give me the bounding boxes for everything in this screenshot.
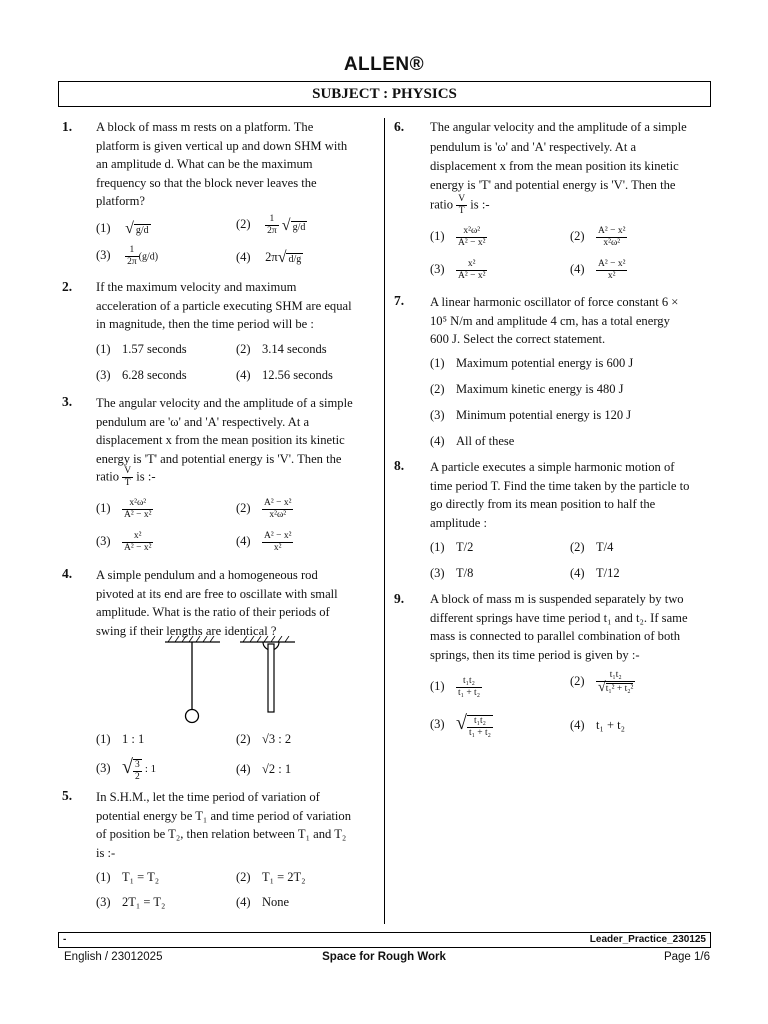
numerator: 1	[265, 214, 279, 226]
fraction	[262, 498, 293, 521]
denominator: t₁ + t₂	[468, 727, 491, 738]
fraction	[262, 531, 293, 554]
denominator: A² − x²	[458, 271, 486, 281]
q2-line: in magnitude, then the time period will be :	[96, 317, 314, 332]
q1-line: an amplitude d. What can be the maximum	[96, 157, 313, 172]
q7-line: A linear harmonic oscillator of force constant 6 ×	[430, 295, 679, 309]
sqrt: √ d/g	[277, 249, 302, 266]
numerator: 3	[134, 759, 140, 770]
q9-number: 9.	[394, 591, 405, 606]
q3-line: pendulum are 'ω' and 'A' respectively. At a	[96, 414, 310, 429]
denominator: 2	[134, 771, 140, 782]
option-number: (3)	[430, 566, 445, 580]
ratio-suffix: is :-	[470, 197, 490, 212]
option-number: (3)	[430, 262, 445, 277]
q4-number: 4.	[62, 566, 73, 581]
q3-line: energy is 'T' and potential energy is 'V'. Then the	[96, 451, 342, 466]
q6-option-1[interactable]	[430, 226, 487, 249]
q7-option-1[interactable]	[430, 356, 633, 371]
numerator: A² − x²	[598, 259, 626, 269]
fraction	[456, 676, 482, 699]
column-divider	[384, 118, 385, 924]
q6-option-4[interactable]	[570, 259, 627, 282]
option-number: (2)	[570, 674, 585, 689]
option-number: (2)	[236, 732, 251, 746]
q3-number: 3.	[62, 394, 73, 409]
q6-option-3[interactable]	[430, 259, 487, 282]
q4-option-3[interactable]	[96, 756, 156, 783]
option-number: (1)	[430, 356, 445, 370]
option-number: (2)	[236, 501, 251, 516]
radicand: g/d	[135, 225, 149, 236]
subject-title: SUBJECT : PHYSICS	[58, 81, 711, 107]
option-text: T/2	[456, 540, 474, 554]
option-text: T/8	[456, 566, 474, 580]
ratio-suffix: is :-	[136, 469, 156, 484]
option-number: (1)	[430, 229, 445, 244]
q4-option-2[interactable]	[236, 732, 291, 747]
option-number: (4)	[430, 434, 445, 448]
fraction	[122, 531, 153, 554]
q5-option-3[interactable]	[96, 895, 165, 910]
fraction	[596, 226, 627, 249]
option-number: (4)	[236, 534, 251, 549]
option-number: (3)	[430, 717, 445, 732]
denominator: T	[124, 478, 131, 488]
footer-rough-work: Space for Rough Work	[322, 951, 446, 963]
q4-option-4[interactable]	[236, 762, 291, 777]
fraction	[125, 245, 139, 268]
option-number: (3)	[96, 895, 111, 909]
option-text: 1.57 seconds	[122, 342, 187, 356]
brand-logo: ALLEN®	[343, 54, 425, 75]
option-number: (2)	[570, 229, 585, 244]
option-number: (2)	[236, 217, 251, 232]
fraction	[265, 214, 279, 237]
expression: (g/d)	[138, 251, 159, 263]
q6-option-2[interactable]	[570, 226, 627, 249]
radicand: t₁² + t₂²	[605, 684, 634, 694]
denominator: A² − x²	[458, 238, 486, 248]
q1-option-3[interactable]	[96, 245, 158, 268]
option-number: (3)	[96, 534, 111, 549]
q9-line: mass is connected to parallel combination of both	[430, 629, 681, 644]
denominator: 2π	[127, 257, 137, 267]
ratio-label: ratio	[430, 197, 454, 212]
option-number: (1)	[96, 732, 111, 746]
option-text: Maximum kinetic energy is 480 J	[456, 382, 624, 396]
fraction	[122, 498, 153, 521]
footer-code-bar	[58, 932, 711, 948]
q5-option-2[interactable]	[236, 870, 306, 885]
option-number: (1)	[430, 540, 445, 554]
fraction	[456, 226, 487, 249]
numerator: A² − x²	[598, 226, 626, 236]
q5-option-1[interactable]	[96, 870, 159, 885]
denominator: t₁ + t₂	[458, 688, 481, 698]
option-text: Minimum potential energy is 120 J	[456, 408, 632, 422]
q4-line: amplitude. What is the ratio of their periods of	[96, 605, 330, 620]
denominator: x²	[273, 543, 282, 553]
numerator: t₁t₂	[456, 676, 482, 688]
q7-number: 7.	[394, 293, 405, 308]
q1-number: 1.	[62, 119, 73, 134]
option-text: T₁ = T₂	[122, 870, 160, 884]
option-number: (2)	[236, 342, 251, 356]
q5-line: is :-	[96, 845, 116, 860]
sqrt: √ g/d	[125, 220, 149, 237]
footer-page-number: Page 1/6	[663, 951, 710, 963]
denominator: x²ω²	[269, 510, 287, 520]
footer-code: Leader_Practice_230125	[589, 934, 706, 945]
option-number: (2)	[570, 540, 585, 554]
q9-option-4[interactable]	[570, 718, 625, 733]
ratio-label: ratio	[96, 469, 120, 484]
option-text: 6.28 seconds	[122, 368, 187, 382]
numerator: A² − x²	[264, 531, 292, 541]
option-number: (1)	[96, 870, 111, 884]
option-text: All of these	[456, 434, 515, 448]
option-number: (4)	[570, 718, 585, 732]
q7-line: 600 J. Select the correct statement.	[430, 332, 606, 347]
fraction	[467, 715, 493, 739]
option-number: (4)	[236, 249, 251, 264]
q2-line: acceleration of a particle executing SHM are equal	[96, 298, 352, 313]
q4-line: pivoted at its end are free to oscillate with small	[96, 586, 338, 601]
denominator: A² − x²	[124, 510, 152, 520]
denominator: x²	[607, 271, 616, 281]
q8-option-2[interactable]	[570, 540, 613, 555]
denominator: √t₁² + t₂²	[598, 680, 634, 695]
q3-option-3[interactable]	[96, 531, 153, 554]
q3-line: displacement x from the mean position its kinetic	[96, 433, 345, 448]
q7-option-4[interactable]	[430, 434, 514, 449]
q2-option-2[interactable]	[236, 342, 327, 357]
q6-ratio	[430, 194, 490, 217]
pendulum-rod-diagram	[160, 636, 300, 726]
numerator: x²ω²	[456, 226, 487, 238]
denominator: x²ω²	[603, 238, 621, 248]
q1-option-1[interactable]	[96, 220, 151, 238]
option-number: (2)	[236, 870, 251, 884]
q5-line: In S.H.M., let the time period of variation of	[96, 790, 320, 804]
option-text: T/4	[596, 540, 614, 554]
sqrt: √ g/d	[281, 216, 306, 234]
numerator: 1	[125, 245, 139, 257]
footer-dash: -	[63, 934, 67, 945]
option-number: (3)	[96, 761, 111, 776]
numerator: t₁t₂	[467, 716, 493, 728]
q9-option-2[interactable]	[570, 670, 635, 695]
q6-line: energy is 'T' and potential energy is 'V'. Then the	[430, 178, 676, 192]
q2-number: 2.	[62, 279, 73, 294]
q8-line: time period T. Find the time taken by the particle to	[430, 478, 690, 493]
q3-option-1[interactable]	[96, 498, 153, 521]
numerator: x²	[456, 259, 487, 271]
q5-option-4[interactable]	[236, 895, 289, 910]
q8-line: A particle executes a simple harmonic motion of	[430, 460, 675, 474]
q3-ratio	[96, 466, 156, 489]
option-number: (1)	[96, 220, 111, 235]
numerator: x²	[122, 531, 153, 543]
option-number: (1)	[96, 501, 111, 516]
two-pi: 2π	[265, 249, 278, 264]
footer-language-date: English / 23012025	[64, 951, 163, 963]
q8-line: go directly from its mean position to half the	[430, 497, 656, 512]
q4-option-1[interactable]	[96, 732, 144, 747]
option-text: 2T₁ = T₂	[122, 895, 166, 909]
q7-option-3[interactable]	[430, 408, 631, 423]
option-number: (2)	[430, 382, 445, 396]
q6-line: displacement x from the mean position its kinetic	[430, 159, 679, 173]
numerator: x²ω²	[122, 498, 153, 510]
option-number: (1)	[430, 679, 445, 694]
option-number: (3)	[96, 248, 111, 263]
option-text: 3.14 seconds	[262, 342, 327, 356]
numerator: t₁t₂	[596, 670, 635, 682]
q8-option-3[interactable]	[430, 566, 473, 581]
q9-option-1[interactable]	[430, 676, 482, 699]
option-number: (1)	[96, 342, 111, 356]
q1-option-2[interactable]	[236, 214, 307, 237]
option-text: t₁ + t₂	[596, 718, 625, 732]
option-number: (4)	[236, 762, 251, 776]
fraction	[122, 466, 133, 489]
q7-line: 10⁵ N/m and amplitude 4 cm, has a total energy	[430, 313, 670, 328]
q9-option-3[interactable]	[430, 712, 493, 739]
fraction	[133, 759, 142, 783]
denominator: 2π	[267, 226, 277, 236]
q1-line: frequency so that the block never leaves the	[96, 175, 317, 190]
q1-line: A block of mass m rests on a platform. The	[96, 120, 314, 134]
option-text: : 1	[144, 763, 157, 776]
q1-option-4[interactable]	[236, 249, 303, 267]
option-number: (4)	[236, 895, 251, 909]
option-text: Maximum potential energy is 600 J	[456, 356, 634, 370]
radicand: d/g	[288, 254, 302, 265]
option-text: T/12	[596, 566, 620, 580]
numerator: V	[458, 194, 466, 204]
option-text: 12.56 seconds	[262, 368, 333, 382]
q4-line: swing if their lengths are identical ?	[96, 623, 277, 638]
q2-option-3[interactable]	[96, 368, 187, 383]
option-text: T₁ = 2T₂	[262, 870, 306, 884]
q6-line: pendulum is 'ω' and 'A' respectively. At a	[430, 140, 637, 154]
denominator: T	[458, 206, 465, 216]
option-number: (4)	[570, 566, 585, 580]
option-text: √3 : 2	[262, 732, 292, 746]
q5-line: of position be T₂, then relation between T₁ and T₂	[96, 827, 347, 842]
q1-line: platform is given vertical up and down SHM with	[96, 138, 348, 153]
numerator: V	[124, 466, 132, 476]
denominator: A² − x²	[124, 543, 152, 553]
option-text: 1 : 1	[122, 732, 145, 746]
q6-number: 6.	[394, 119, 405, 134]
q6-line: The angular velocity and the amplitude of a simple	[430, 120, 687, 134]
option-text: √2 : 1	[262, 762, 292, 776]
fraction	[596, 259, 627, 282]
option-number: (3)	[430, 408, 445, 422]
q2-option-4[interactable]	[236, 368, 333, 383]
radicand: g/d	[292, 221, 306, 233]
sqrt: √ $\frac{\text{t₁t₂}}{\text{t₁ + t₂}}$	[456, 712, 491, 738]
q4-line: A simple pendulum and a homogeneous rod	[96, 568, 318, 582]
q3-option-4[interactable]	[236, 531, 293, 554]
q5-number: 5.	[62, 788, 73, 803]
q1-line: platform?	[96, 194, 145, 209]
q9-line: different springs have time period t₁ and t₂. If same	[430, 610, 688, 625]
q7-option-2[interactable]	[430, 382, 623, 397]
option-number: (4)	[570, 262, 585, 277]
sqrt: √ $\frac{3}{2}$	[122, 756, 140, 782]
fraction	[456, 259, 487, 282]
q8-option-4[interactable]	[570, 566, 620, 581]
q2-option-1[interactable]	[96, 342, 187, 357]
q2-line: If the maximum velocity and maximum	[96, 280, 297, 294]
option-number: (4)	[236, 368, 251, 382]
option-text: None	[262, 895, 290, 909]
q3-line: The angular velocity and the amplitude of a simple	[96, 396, 353, 410]
q9-line: A block of mass m is suspended separately by two	[430, 592, 684, 606]
q8-number: 8.	[394, 458, 405, 473]
option-number: (3)	[96, 368, 111, 382]
fraction	[596, 670, 635, 695]
q8-line: amplitude :	[430, 515, 488, 530]
q8-option-1[interactable]	[430, 540, 473, 555]
q5-line: potential energy be T₁ and time period of variation	[96, 808, 352, 823]
numerator: A² − x²	[264, 498, 292, 508]
q9-line: springs, then its time period is given by :-	[430, 647, 640, 662]
fraction	[456, 194, 467, 217]
q3-option-2[interactable]	[236, 498, 293, 521]
